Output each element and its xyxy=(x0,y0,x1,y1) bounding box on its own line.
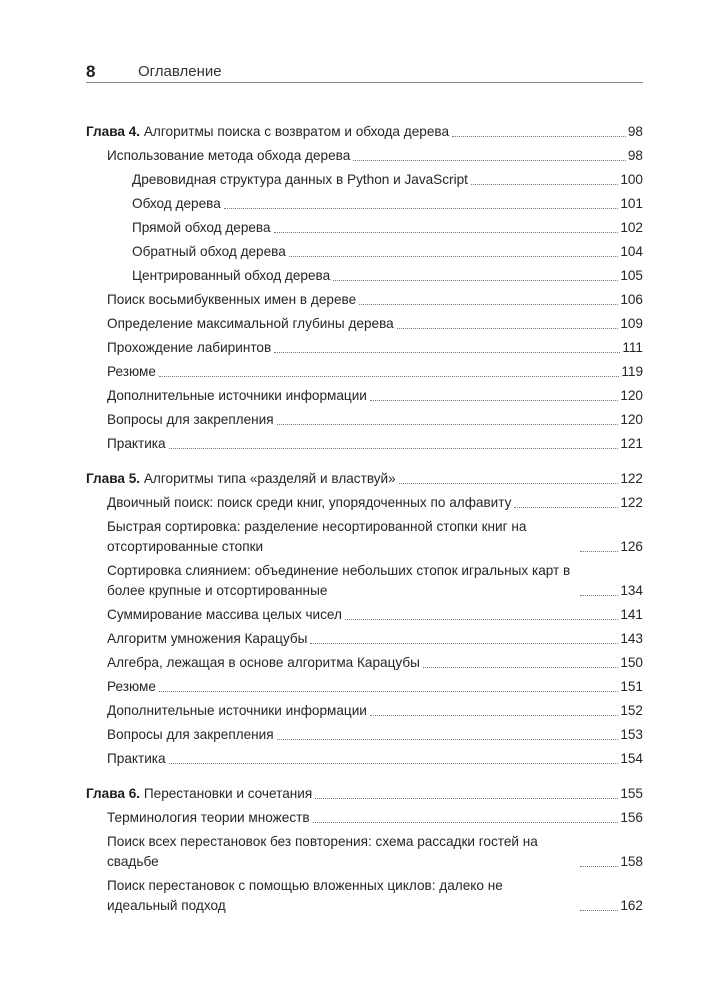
entry-title: Древовидная структура данных в Python и JavaScript xyxy=(132,172,468,187)
page-ref: 158 xyxy=(620,854,643,869)
toc-entry[interactable] xyxy=(86,266,643,286)
page-ref: 151 xyxy=(620,679,643,694)
toc-entry[interactable] xyxy=(86,749,643,769)
toc-entry[interactable] xyxy=(86,218,643,238)
chapter-label: Глава 6. xyxy=(86,786,141,801)
chapter-title: Алгоритмы поиска с возвратом и обхода дерева xyxy=(143,124,450,139)
chapter-label: Глава 4. xyxy=(86,124,141,139)
dot-leader xyxy=(423,667,618,668)
page-ref: 109 xyxy=(620,316,643,331)
toc-entry[interactable] xyxy=(86,653,643,673)
dot-leader xyxy=(514,507,618,508)
page-ref: 102 xyxy=(620,220,643,235)
chapter-title: Перестановки и сочетания xyxy=(143,786,313,801)
page-ref: 105 xyxy=(620,268,643,283)
page-ref: 126 xyxy=(620,539,643,554)
page-ref: 143 xyxy=(620,631,643,646)
toc-entry[interactable] xyxy=(86,386,643,406)
page-ref: 101 xyxy=(620,196,643,211)
dot-leader xyxy=(580,551,618,552)
dot-leader xyxy=(333,280,618,281)
entry-title: Поиск всех перестановок без повторения: схема рассадки гостей на свадьбе xyxy=(107,834,538,869)
toc-entry[interactable] xyxy=(86,410,643,430)
page-ref: 154 xyxy=(620,751,643,766)
table-of-contents xyxy=(86,122,643,931)
dot-leader xyxy=(580,866,618,867)
dot-leader xyxy=(169,763,619,764)
entry-title: Терминология теории множеств xyxy=(107,810,310,825)
entry-title: Вопросы для закрепления xyxy=(107,412,274,427)
toc-entry[interactable] xyxy=(86,605,643,625)
toc-entry[interactable] xyxy=(86,629,643,649)
toc-entry[interactable] xyxy=(86,832,643,872)
dot-leader xyxy=(310,643,618,644)
dot-leader xyxy=(359,304,618,305)
entry-title: Обход дерева xyxy=(132,196,221,211)
toc-entry[interactable] xyxy=(86,242,643,262)
entry-title: Суммирование массива целых чисел xyxy=(107,607,342,622)
page-ref: 122 xyxy=(620,495,643,510)
page-ref: 100 xyxy=(620,172,643,187)
toc-entry[interactable] xyxy=(86,876,643,916)
chapter-4 xyxy=(86,122,643,454)
dot-leader xyxy=(159,376,619,377)
page-ref: 120 xyxy=(620,388,643,403)
page-ref: 106 xyxy=(620,292,643,307)
entry-title: Обратный обход дерева xyxy=(132,244,286,259)
toc-entry[interactable] xyxy=(86,808,643,828)
entry-title: Определение максимальной глубины дерева xyxy=(107,316,394,331)
page-ref: 120 xyxy=(620,412,643,427)
dot-leader xyxy=(169,448,619,449)
dot-leader xyxy=(277,424,619,425)
dot-leader xyxy=(345,619,618,620)
entry-title: Практика xyxy=(107,436,166,451)
page-ref: 98 xyxy=(627,148,643,163)
chapter-label: Глава 5. xyxy=(86,471,141,486)
running-header-title: Оглавление xyxy=(138,63,222,80)
entry-title: Алгоритм умножения Карацубы xyxy=(107,631,308,646)
entry-title: Сортировка слиянием: объединение небольших стопок игральных карт в более крупные и отсортированные xyxy=(107,563,571,598)
page-number: 8 xyxy=(86,62,96,81)
dot-leader xyxy=(580,595,618,596)
dot-leader xyxy=(274,352,620,353)
toc-entry[interactable] xyxy=(86,493,643,513)
page-ref: 152 xyxy=(620,703,643,718)
page-ref: 104 xyxy=(620,244,643,259)
dot-leader xyxy=(289,256,619,257)
dot-leader xyxy=(452,136,626,137)
entry-title: Вопросы для закрепления xyxy=(107,727,274,742)
entry-title: Поиск перестановок с помощью вложенных циклов: далеко не идеальный подход xyxy=(107,878,503,913)
page-ref: 153 xyxy=(620,727,643,742)
dot-leader xyxy=(313,822,619,823)
toc-entry[interactable] xyxy=(86,338,643,358)
toc-entry[interactable] xyxy=(86,314,643,334)
toc-entry[interactable] xyxy=(86,517,643,557)
toc-entry[interactable] xyxy=(86,170,643,190)
toc-entry[interactable] xyxy=(86,290,643,310)
entry-title: Прямой обход дерева xyxy=(132,220,271,235)
toc-chapter-heading[interactable] xyxy=(86,469,643,489)
page-ref: 122 xyxy=(620,471,643,486)
entry-title: Дополнительные источники информации xyxy=(107,703,367,718)
page-ref: 156 xyxy=(620,810,643,825)
entry-title: Центрированный обход дерева xyxy=(132,268,331,283)
toc-entry[interactable] xyxy=(86,725,643,745)
dot-leader xyxy=(471,184,618,185)
page-ref: 150 xyxy=(620,655,643,670)
dot-leader xyxy=(353,160,626,161)
toc-chapter-heading[interactable] xyxy=(86,784,643,804)
page-ref: 141 xyxy=(620,607,643,622)
toc-chapter-heading[interactable] xyxy=(86,122,643,142)
entry-title: Быстрая сортировка: разделение несортированной стопки книг на отсортированные стопки xyxy=(107,519,527,554)
toc-entry[interactable] xyxy=(86,677,643,697)
dot-leader xyxy=(159,691,618,692)
dot-leader xyxy=(315,798,618,799)
entry-title: Алгебра, лежащая в основе алгоритма Карацубы xyxy=(107,655,420,670)
page-ref: 98 xyxy=(627,124,643,139)
entry-title: Резюме xyxy=(107,364,156,379)
running-header xyxy=(86,60,643,83)
page-ref: 121 xyxy=(620,436,643,451)
toc-entry[interactable] xyxy=(86,362,643,382)
entry-title: Дополнительные источники информации xyxy=(107,388,367,403)
toc-entry[interactable] xyxy=(86,701,643,721)
entry-title: Практика xyxy=(107,751,166,766)
entry-title: Прохождение лабиринтов xyxy=(107,340,272,355)
page-ref: 119 xyxy=(621,364,643,379)
chapter-6 xyxy=(86,784,643,916)
toc-entry[interactable] xyxy=(86,434,643,454)
toc-entry[interactable] xyxy=(86,561,643,601)
dot-leader xyxy=(397,328,619,329)
toc-entry[interactable] xyxy=(86,194,643,214)
entry-title: Использование метода обхода дерева xyxy=(107,148,351,163)
dot-leader xyxy=(580,910,618,911)
dot-leader xyxy=(399,483,619,484)
entry-title: Двоичный поиск: поиск среди книг, упорядоченных по алфавиту xyxy=(107,495,512,510)
page-ref: 155 xyxy=(620,786,643,801)
page-ref: 162 xyxy=(620,898,643,913)
entry-title: Резюме xyxy=(107,679,156,694)
toc-entry[interactable] xyxy=(86,146,643,166)
dot-leader xyxy=(274,232,619,233)
dot-leader xyxy=(370,400,618,401)
dot-leader xyxy=(370,715,618,716)
dot-leader xyxy=(277,739,619,740)
chapter-title: Алгоритмы типа «разделяй и властвуй» xyxy=(143,471,396,486)
chapter-5 xyxy=(86,469,643,769)
page-ref: 111 xyxy=(622,340,643,355)
entry-title: Поиск восьмибуквенных имен в дереве xyxy=(107,292,357,307)
page-ref: 134 xyxy=(620,583,643,598)
dot-leader xyxy=(224,208,619,209)
